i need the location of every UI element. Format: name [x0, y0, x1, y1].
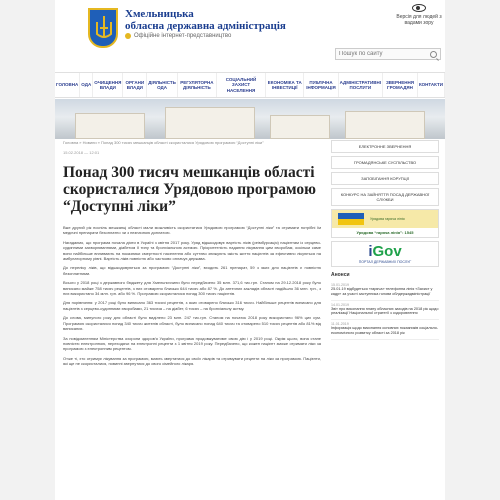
- flag-icon: [338, 213, 364, 225]
- hotline-banner[interactable]: [331, 209, 439, 238]
- nav-item-services[interactable]: АДМІНІСТРАТИВНІ ПОСЛУГИ: [339, 73, 383, 97]
- sidebar: [331, 140, 439, 340]
- article-paragraph: Всього у 2018 році з державного бюджету для Хмельниччини було передбачено 35 млн. 371,6 тис.грн. Станом на 29.12.2018 року було виписано майже 758 тисяч рецептів, з них отоварено близько 644 тисяч або 87 %. До аптечних закладів області надійшло 36 млн. грн., з них використано 34 млн. грн. або 96 %. Програмою скористалися понад 300 тисяч пацієнтів.: [63, 280, 321, 297]
- announcement-item[interactable]: [331, 301, 439, 321]
- civil-service-contest-button[interactable]: КОНКУРС НА ЗАЙНЯТТЯ ПОСАД ДЕРЖАВНОЇ СЛУЖБИ: [331, 188, 439, 206]
- site-title[interactable]: [125, 8, 286, 32]
- emblem-dot-icon: [125, 33, 131, 39]
- hotline-banner-text: Урядова гаряча лінія: [370, 216, 405, 221]
- announcement-date: 11.01.2019: [331, 322, 349, 327]
- civil-society-button[interactable]: ГРОМАДЯНСЬКЕ СУСПІЛЬСТВО: [331, 156, 439, 169]
- article-paragraph: До переліку ліків, що відшкодовуються за програмою “Доступні ліки”, входить 261 препарат, 59 з яких для пацієнтів є повністю безоплатними.: [63, 265, 321, 276]
- page: [55, 0, 445, 500]
- nav-item-appeals[interactable]: ЗВЕРНЕННЯ ГРОМАДЯН: [383, 73, 418, 97]
- announcement-date: 14.01.2019: [331, 302, 349, 307]
- hotline-banner-image: [332, 210, 438, 228]
- site-subtitle: [125, 33, 231, 39]
- anti-corruption-button[interactable]: ЗАПОБІГАННЯ КОРУПЦІЇ: [331, 172, 439, 185]
- announcement-item[interactable]: [331, 320, 439, 340]
- article-paragraph: Вже другий рік поспіль мешканці області мали можливість скористатися Урядовою програмою “Доступні ліки” та отримати потрібні їм медичні препарати безоплатно чи з незначною доплатою.: [63, 225, 321, 236]
- low-vision-button[interactable]: [395, 4, 443, 26]
- search-input[interactable]: [336, 51, 428, 57]
- article-title: Понад 300 тисяч мешканців області скористалися Урядовою програмою “Доступні ліки”: [63, 164, 316, 215]
- nav-item-activity[interactable]: ДІЯЛЬНІСТЬ ОДА: [147, 73, 178, 97]
- article-paragraph: Отже ті, хто отримує лікування за програмою, мають звертатися до своїх лікарів та отримувати рецепти на ліки за програмою. Пацієнти, які ще не скористалися, повинні звернутися до свого сімейного лікаря.: [63, 355, 321, 367]
- nav-item-lustration[interactable]: ОЧИЩЕННЯ ВЛАДИ: [93, 73, 123, 97]
- nav-item-home[interactable]: ГОЛОВНА: [55, 73, 80, 97]
- article-paragraph: Нагадаємо, що програма почала діяти в Україні з квітня 2017 року. Уряд відшкодовує вартість ліків (реімбурсація) пацієнтам із серцево-судинними захворюваннями, діабетом ІІ типу та бронхіальною астмою. Пріоритетність надання лікування цим хворобам, оскільки саме вони найбільше впливають на показники смертності населення або суттєво знижують якість життя пацієнтів за ефективно лікуються на амбулаторному рівні. Вартість ліків повністю або частково оплачує держава.: [63, 239, 321, 262]
- article-date: 15.02.2018 — 12:01: [63, 150, 100, 155]
- article: [63, 140, 321, 371]
- site-title-line1: Хмельницька: [125, 8, 194, 20]
- igov-caption: ПОРТАЛ ДЕРЖАВНИХ ПОСЛУГ: [358, 260, 412, 264]
- article-paragraph: До слова, минулого року для області було виділено 23 млн. 247 тис.грн. Станом на початок 2018 року використано 96% цих сум. Програмою скористалися понад 340 тисяч жителів області, було виписано понад 640 тисяч та отоварено 510 тисяч рецептів або 81% від виписаних.: [63, 315, 321, 332]
- low-vision-label: Версія для людей з вадами зору: [396, 14, 442, 26]
- announcement-text: Інформація щодо виконання основних показників соціально-економічного розвитку області за 2018 рік: [331, 326, 439, 335]
- header-photo: [55, 99, 445, 139]
- site-subtitle-text: Офіційне інтернет-представництво: [134, 33, 232, 39]
- eye-icon: [412, 4, 426, 12]
- announcement-text: 25.01.19 відбудеться «гаряча» телефонна лінія «Захист у кадр» за участі заступника голови облдержадміністрації: [331, 287, 433, 296]
- announcement-text: Звіт про виконання плану обласних заходів на 2018 рік щодо реалізації Національної стратегії з оздоровлення: [331, 306, 439, 316]
- nav-item-economy[interactable]: ЕКОНОМІКА ТА ІНВЕСТИЦІЇ: [266, 73, 304, 97]
- article-paragraph: Для порівняння: у 2017 році було виписано 363 тисячі рецептів, з яких отоварено близько 316 тисяч. Найбільше рецептів виписано для пацієнтів з серцево-судинними хворобами, 21 тисяча – на діабет, 6 тисяч – на бронхіальну астму.: [63, 300, 321, 311]
- nav-item-oda[interactable]: ОДА: [80, 73, 93, 97]
- igov-logo: iGov: [368, 243, 402, 260]
- main-nav: [55, 72, 445, 98]
- breadcrumb[interactable]: Головна » Новини » Понад 300 тисяч мешканців області скористалися Урядовою програмою “Доступні ліки”: [63, 140, 264, 145]
- search-icon[interactable]: [430, 51, 437, 58]
- announcement-date: 15.01.2019: [331, 283, 349, 287]
- search-box: [335, 48, 441, 60]
- announcements-title: Анонси: [331, 272, 350, 278]
- nav-item-contacts[interactable]: КОНТАКТИ: [418, 73, 445, 97]
- announcement-item[interactable]: [331, 281, 439, 301]
- site-title-line2: обласна державна адміністрація: [125, 20, 286, 32]
- article-paragraph: За повідомленням Міністерства охорони здоров'я України, програма продовжуватиме свою дію і у 2019 році. Окрім цього, вона стане повністю електронною, переходячи на електронні рецепти з 1 квітня 2019 року. Передбачено, що кожен пацієнт зможе отримати ліки за програмою з електронним рецептом.: [63, 335, 321, 352]
- nav-item-public-info[interactable]: ПУБЛІЧНА ІНФОРМАЦІЯ: [304, 73, 338, 97]
- nav-item-social[interactable]: СОЦІАЛЬНИЙ ЗАХИСТ НАСЕЛЕННЯ: [217, 73, 266, 97]
- hotline-caption: Урядова “гаряча лінія”: 1545: [356, 230, 414, 235]
- e-appeal-button[interactable]: ЕЛЕКТРОННЕ ЗВЕРНЕННЯ: [331, 140, 439, 153]
- nav-item-authorities[interactable]: ОРГАНИ ВЛАДИ: [123, 73, 147, 97]
- nav-item-regulatory[interactable]: РЕГУЛЯТОРНА ДІЯЛЬНІСТЬ: [178, 73, 217, 97]
- article-body: [63, 225, 321, 367]
- coat-of-arms-icon[interactable]: [88, 8, 118, 48]
- header: [55, 0, 445, 70]
- igov-banner[interactable]: [331, 241, 439, 267]
